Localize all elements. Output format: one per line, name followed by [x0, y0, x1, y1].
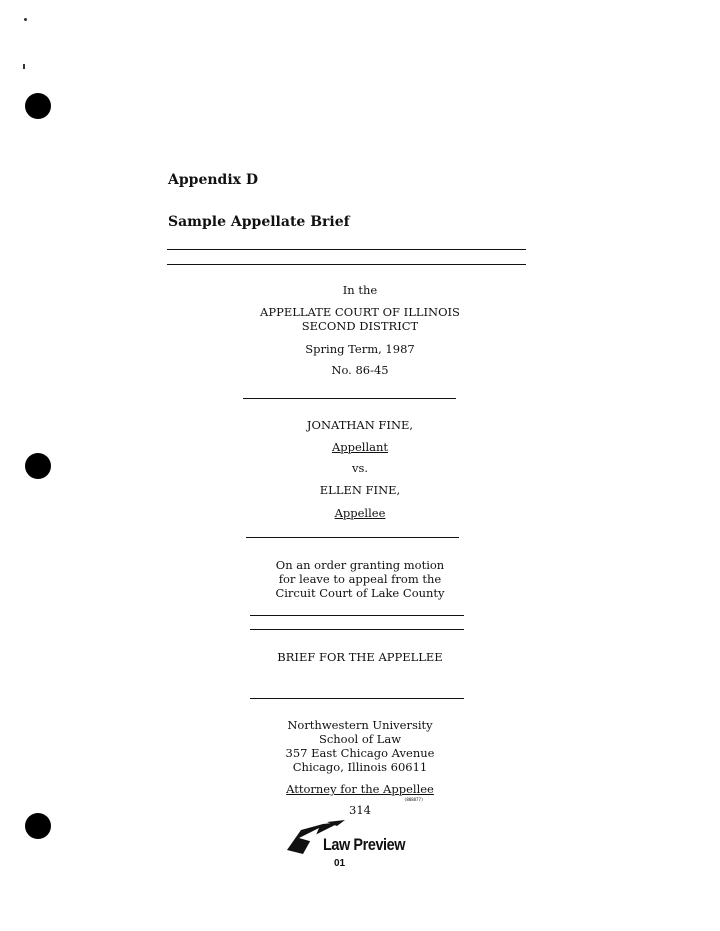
- divider: [250, 698, 464, 699]
- appendix-heading: Appendix D: [168, 172, 258, 188]
- page-number: 314: [349, 803, 371, 817]
- logo-mark-text: 01: [334, 858, 346, 869]
- brief-title: BRIEF FOR THE APPELLEE: [277, 650, 443, 664]
- order-line-3: Circuit Court of Lake County: [275, 586, 445, 600]
- scan-speck: [24, 18, 27, 21]
- divider: [167, 249, 526, 250]
- attorney-line-1: Northwestern University: [287, 718, 433, 732]
- reference-code: (888877): [404, 797, 424, 802]
- appellee-role: Appellee: [334, 506, 386, 520]
- divider: [250, 615, 464, 616]
- divider: [167, 264, 526, 265]
- order-line-2: for leave to appeal from the: [278, 572, 442, 586]
- document-subtitle: Sample Appellate Brief: [168, 214, 350, 230]
- court-intro: In the: [342, 283, 378, 297]
- appellee-name: ELLEN FINE,: [319, 483, 401, 497]
- divider: [250, 629, 464, 630]
- versus-label: vs.: [351, 461, 369, 475]
- case-number: No. 86-45: [331, 363, 389, 377]
- logo-brand-text: Law Preview: [323, 835, 406, 854]
- attorney-line-4: Chicago, Illinois 60611: [292, 760, 428, 774]
- court-name: APPELLATE COURT OF ILLINOIS: [260, 305, 460, 319]
- court-term: Spring Term, 1987: [305, 342, 415, 356]
- divider: [246, 537, 459, 538]
- divider: [243, 398, 456, 399]
- court-district: SECOND DISTRICT: [301, 319, 419, 333]
- binder-hole-top: [25, 93, 51, 119]
- appellant-name: JONATHAN FINE,: [306, 418, 414, 432]
- attorney-line-3: 357 East Chicago Avenue: [285, 746, 435, 760]
- attorney-line-2: School of Law: [318, 732, 402, 746]
- scan-speck: [23, 64, 25, 69]
- appellant-role: Appellant: [331, 440, 389, 454]
- order-line-1: On an order granting motion: [275, 558, 445, 572]
- attorney-role: Attorney for the Appellee: [286, 782, 434, 796]
